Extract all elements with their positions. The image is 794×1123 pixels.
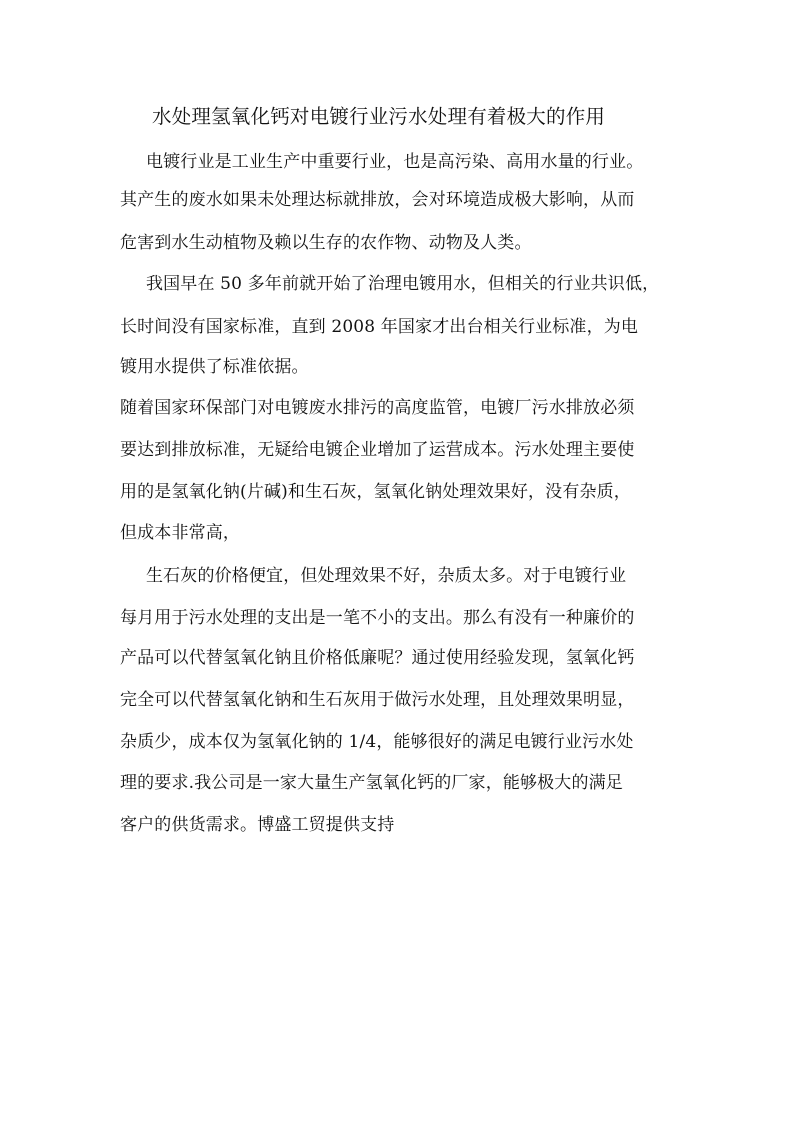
document-title: 水处理氢氧化钙对电镀行业污水处理有着极大的作用 [152,105,606,128]
paragraph-line: 每月用于污水处理的支出是一笔不小的支出。那么有没有一种廉价的 [120,608,635,628]
paragraph-line: 生石灰的价格便宜，但处理效果不好，杂质太多。对于电镀行业 [146,566,627,586]
paragraph-line: 要达到排放标准，无疑给电镀企业增加了运营成本。污水处理主要使 [120,440,635,460]
paragraph-line: 危害到水生动植物及赖以生存的农作物、动物及人类。 [120,233,532,253]
paragraph-line: 完全可以代替氢氧化钠和生石灰用于做污水处理，且处理效果明显， [120,690,635,710]
paragraph-line: 镀用水提供了标准依据。 [120,357,309,377]
paragraph-line: 杂质少，成本仅为氢氧化钠的 1/4，能够很好的满足电镀行业污水处 [120,732,634,752]
paragraph-line: 长时间没有国家标准，直到 2008 年国家才出台相关行业标准，为电 [120,317,639,337]
paragraph-line: 我国早在 50 多年前就开始了治理电镀用水，但相关的行业共识低， [146,274,660,294]
paragraph-line: 但成本非常高， [120,523,241,543]
paragraph-line: 客户的供货需求。博盛工贸提供支持 [120,815,395,835]
paragraph-line: 电镀行业是工业生产中重要行业，也是高污染、高用水量的行业。 [146,152,644,172]
paragraph-line: 理的要求.我公司是一家大量生产氢氧化钙的厂家，能够极大的满足 [120,773,623,793]
paragraph-line: 用的是氢氧化钠(片碱)和生石灰，氢氧化钠处理效果好，没有杂质， [120,482,631,502]
paragraph-line: 其产生的废水如果未处理达标就排放，会对环境造成极大影响，从而 [120,190,635,210]
paragraph-line: 产品可以代替氢氧化钠且价格低廉呢？通过使用经验发现，氢氧化钙 [120,648,635,668]
paragraph-line: 随着国家环保部门对电镀废水排污的高度监管，电镀厂污水排放必须 [120,398,635,418]
